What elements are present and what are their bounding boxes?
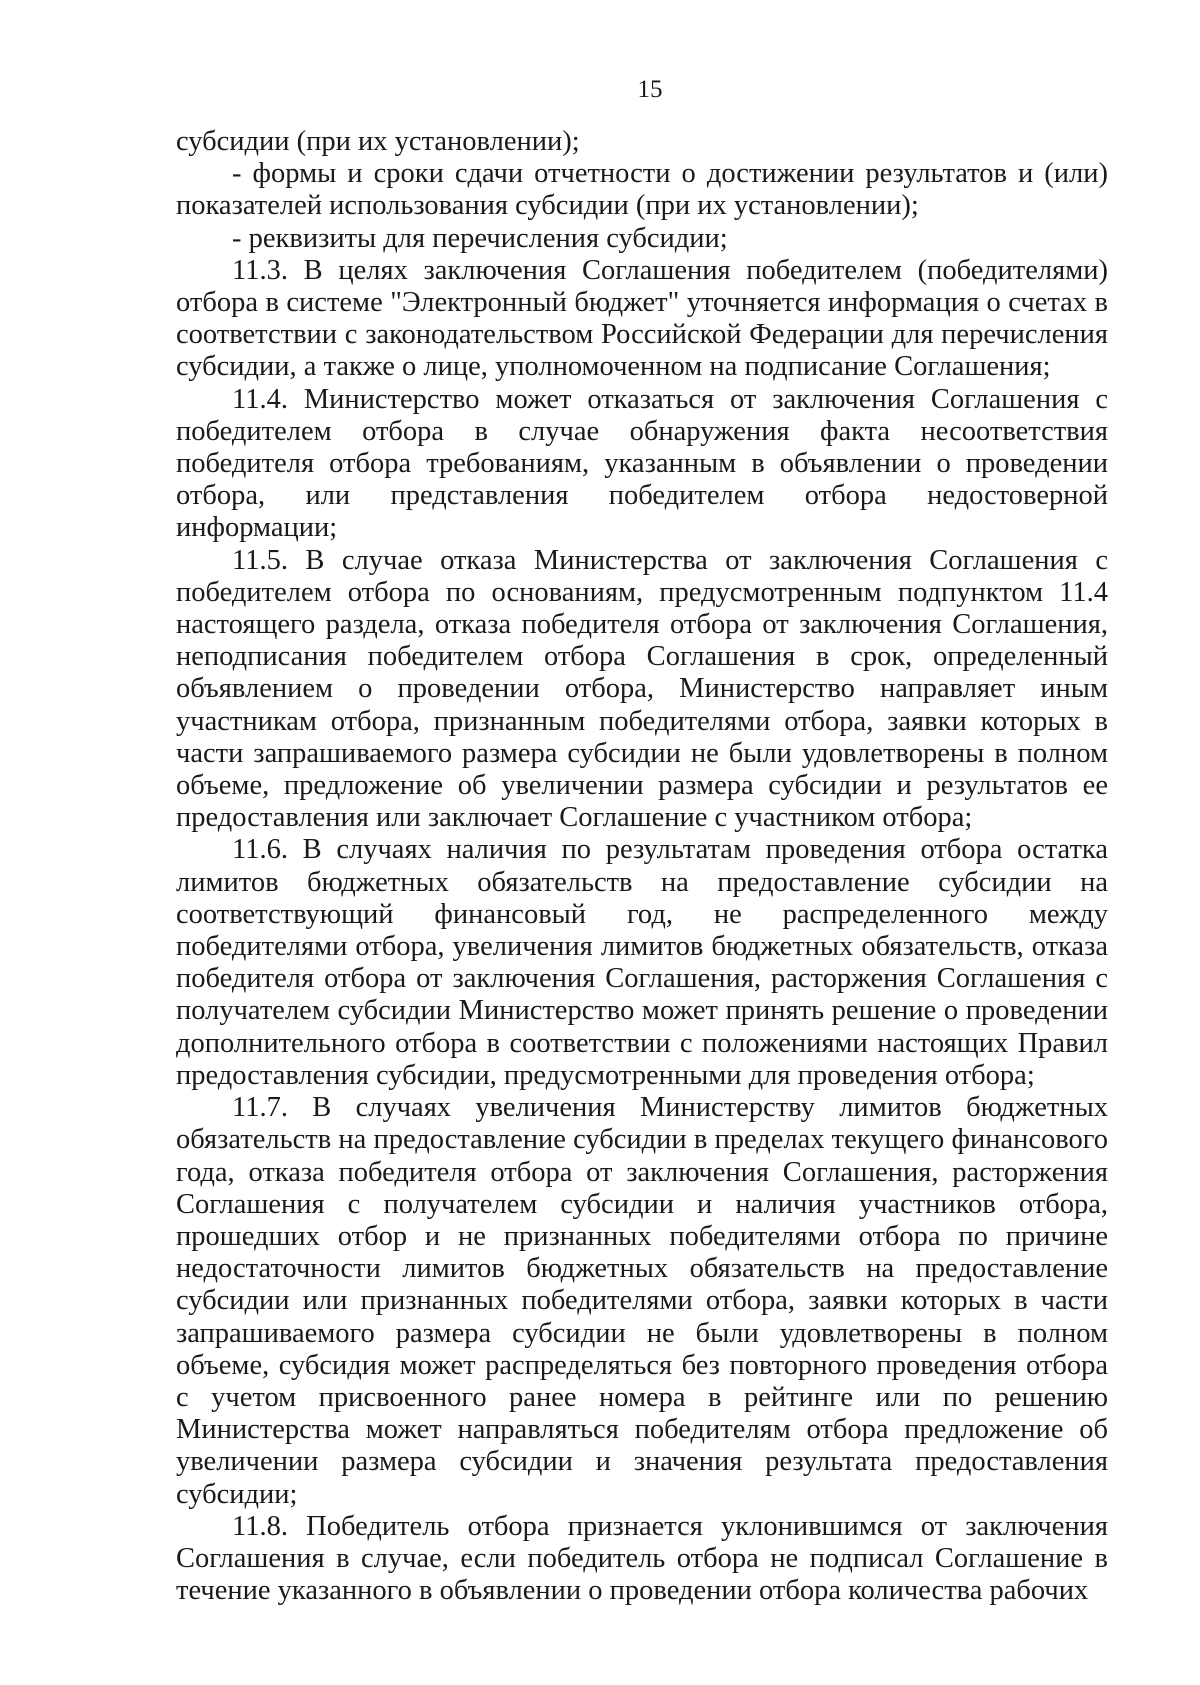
paragraph-11-3: 11.3. В целях заключения Соглашения победителем (победителями) отбора в системе "Электронный бюджет" уточняется информация о счетах в соответствии с законодательством Российской Федерации для перечисления субсидии, а также о лице, уполномоченном на подписание Соглашения; (176, 254, 1108, 383)
paragraph-payment-details: - реквизиты для перечисления субсидии; (232, 222, 728, 254)
paragraph-continuation: субсидии (при их установлении); (176, 126, 580, 157)
page-number: 15 (637, 76, 663, 103)
paragraph-11-8: 11.8. Победитель отбора признается уклонившимся от заключения Соглашения в случае, если победитель отбора не подписал Соглашение в течение указанного в объявлении о проведении отбора количества рабочих (176, 1510, 1108, 1607)
paragraph-11-6: 11.6. В случаях наличия по результатам проведения отбора остатка лимитов бюджетных обязательств на предоставление субсидии на соответствующий финансовый год, не распределенного между победителями отбора, увеличения лимитов бюджетных обязательств, отказа победителя отбора от заключения Соглашения, расторжения Соглашения с получателем субсидии Министерство может принять решение о проведении дополнительного отбора в соответствии с положениями настоящих Правил предоставления субсидии, предусмотренными для проведения отбора; (176, 834, 1108, 1091)
paragraph-11-5: 11.5. В случае отказа Министерства от заключения Соглашения с победителем отбора по основаниям, предусмотренным подпунктом 11.4 настоящего раздела, отказа победителя отбора от заключения Соглашения, неподписания победителем отбора Соглашения в срок, определенный объявлением о проведении отбора, Министерство направляет иным участникам отбора, признанным победителями отбора, заявки которых в части запрашиваемого размера субсидии не были удовлетворены в полном объеме, предложение об увеличении размера субсидии и результатов ее предоставления или заключает Соглашение с участником отбора; (176, 544, 1108, 834)
paragraph-reporting-forms: - формы и сроки сдачи отчетности о достижении результатов и (или) показателей использования субсидии (при их установлении); (176, 158, 1108, 222)
paragraph-11-4: 11.4. Министерство может отказаться от заключения Соглашения с победителем отбора в случае обнаружения факта несоответствия победителя отбора требованиям, указанным в объявлении о проведении отбора, или представления победителем отбора недостоверной информации; (176, 383, 1108, 544)
document-body (176, 126, 1108, 1607)
paragraph-11-7: 11.7. В случаях увеличения Министерству лимитов бюджетных обязательств на предоставление субсидии в пределах текущего финансового года, отказа победителя отбора от заключения Соглашения, расторжения Соглашения с получателем субсидии и наличия участников отбора, прошедших отбор и не признанных победителями отбора по причине недостаточности лимитов бюджетных обязательств на предоставление субсидии или признанных победителями отбора, заявки которых в части запрашиваемого размера субсидии не были удовлетворены в полном объеме, субсидия может распределяться без повторного проведения отбора с учетом присвоенного ранее номера в рейтинге или по решению Министерства может направляться победителям отбора предложение об увеличении размера субсидии и значения результата предоставления субсидии; (176, 1092, 1108, 1510)
